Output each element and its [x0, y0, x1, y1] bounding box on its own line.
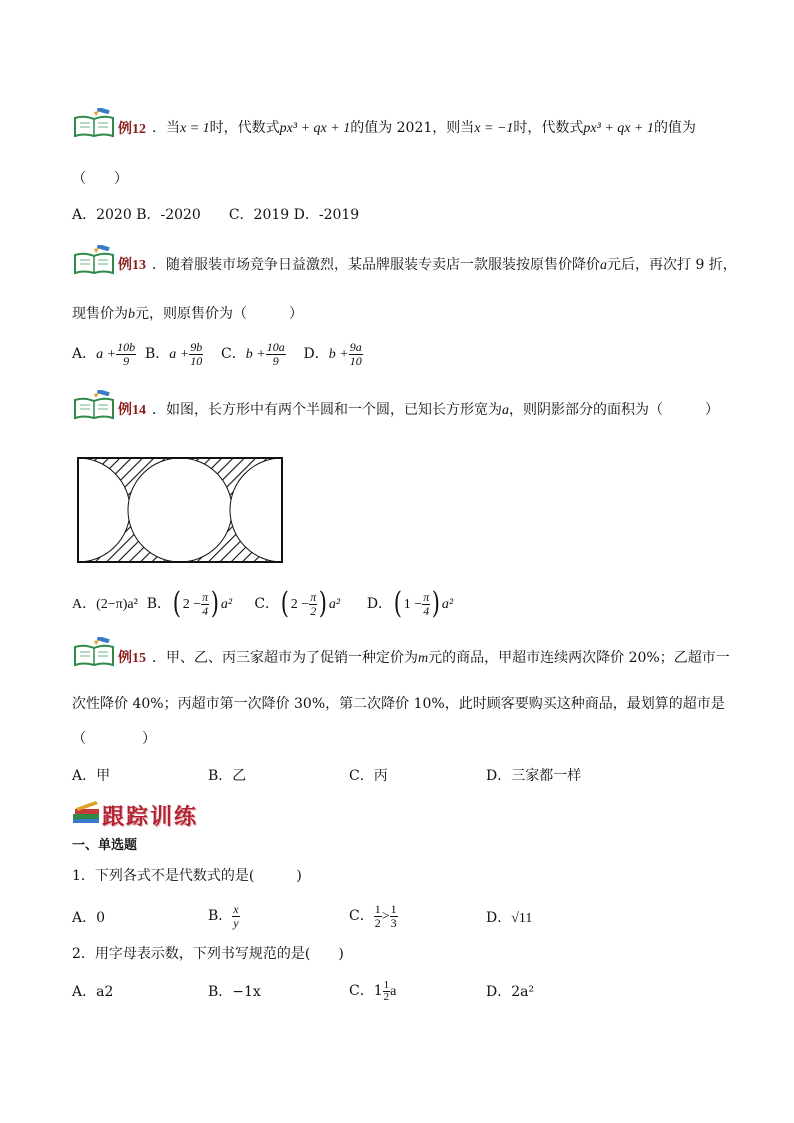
- book-pen-icon: [72, 637, 116, 667]
- question-2-option-d: D．2a²: [486, 984, 535, 1000]
- question-2-option-b: B．−1x: [208, 984, 261, 1000]
- example-15-option-a: A．甲: [72, 768, 111, 784]
- question-2-option-c: C．1 $\frac{1}{2}$ a: [349, 978, 397, 1003]
- example-14-options: A．(2−π)a² B．( 2 − $\frac{\pi}{4}$ ) a² C．( 2 − $\frac{\pi}{2}$ ) a² D．( 1 − $\frac{\pi}{4}$ ) a²: [72, 586, 454, 621]
- question-1-option-a: A．0: [72, 910, 106, 926]
- example-13-options: A．a + $\frac{10b}{9}$ B．a + $\frac{9b}{10}$ C．b + $\frac{10a}{9}$ D．b + $\frac{9a}{10}$: [72, 339, 362, 368]
- example-15-stem-line2: 次性降价 40%；丙超市第一次降价 30%，第二次降价 10%，此时顾客要购买这种商品，最划算的超市是: [72, 696, 725, 712]
- example-15-option-d: D．三家都一样: [486, 768, 582, 784]
- example-15-option-b: B．乙: [208, 768, 247, 784]
- example-12-stem: ．当x = 1时，代数式px³ + qx + 1的值为 2021，则当x = −1时，代数式px³ + qx + 1的值为: [152, 120, 696, 136]
- example-14-tag: 例14: [118, 403, 146, 418]
- example-12-blank: （ ）: [72, 171, 128, 187]
- example-15-blank: （ ）: [72, 731, 156, 747]
- pencil-books-icon: [72, 800, 102, 824]
- example-15-option-c: C．丙: [349, 768, 388, 784]
- book-pen-icon: [72, 390, 116, 420]
- section-title: 跟踪训练: [102, 805, 199, 830]
- example-12-tag: 例12: [118, 122, 146, 137]
- example-13-stem-line2: 现售价为b元，则原售价为（ ）: [72, 306, 303, 322]
- question-2-option-a: A．a2: [72, 984, 114, 1000]
- question-1-option-b: B． $\frac{x}{y}$: [208, 901, 239, 930]
- question-1-option-d: D．√11: [486, 910, 533, 926]
- question-2-stem: 2．用字母表示数，下列书写规范的是( ): [72, 946, 344, 962]
- example-12-options: A．2020 B．-2020 C．2019 D．-2019: [72, 207, 360, 223]
- example-13-tag: 例13: [118, 258, 146, 273]
- question-1-stem: 1．下列各式不是代数式的是( ): [72, 868, 302, 884]
- example-13-stem-line1: ．随着服装市场竞争日益激烈，某品牌服装专卖店一款服装按原售价降价a元后，再次打 9 折，: [152, 257, 737, 273]
- book-pen-icon: [72, 108, 116, 138]
- question-1-option-c: C． $\frac{1}{2}$ > $\frac{1}{3}$: [349, 901, 397, 930]
- section-subtitle: 一、单选题: [72, 838, 138, 853]
- book-pen-icon: [72, 245, 116, 275]
- example-15-stem-line1: ．甲、乙、丙三家超市为了促销一种定价为m元的商品，甲超市连续两次降价 20%；乙超市一: [152, 650, 730, 666]
- example-15-tag: 例15: [118, 651, 146, 666]
- example-14-stem: ．如图，长方形中有两个半圆和一个圆，已知长方形宽为a，则阴影部分的面积为（ ）: [152, 402, 719, 418]
- rectangle-circles-figure: [76, 456, 284, 564]
